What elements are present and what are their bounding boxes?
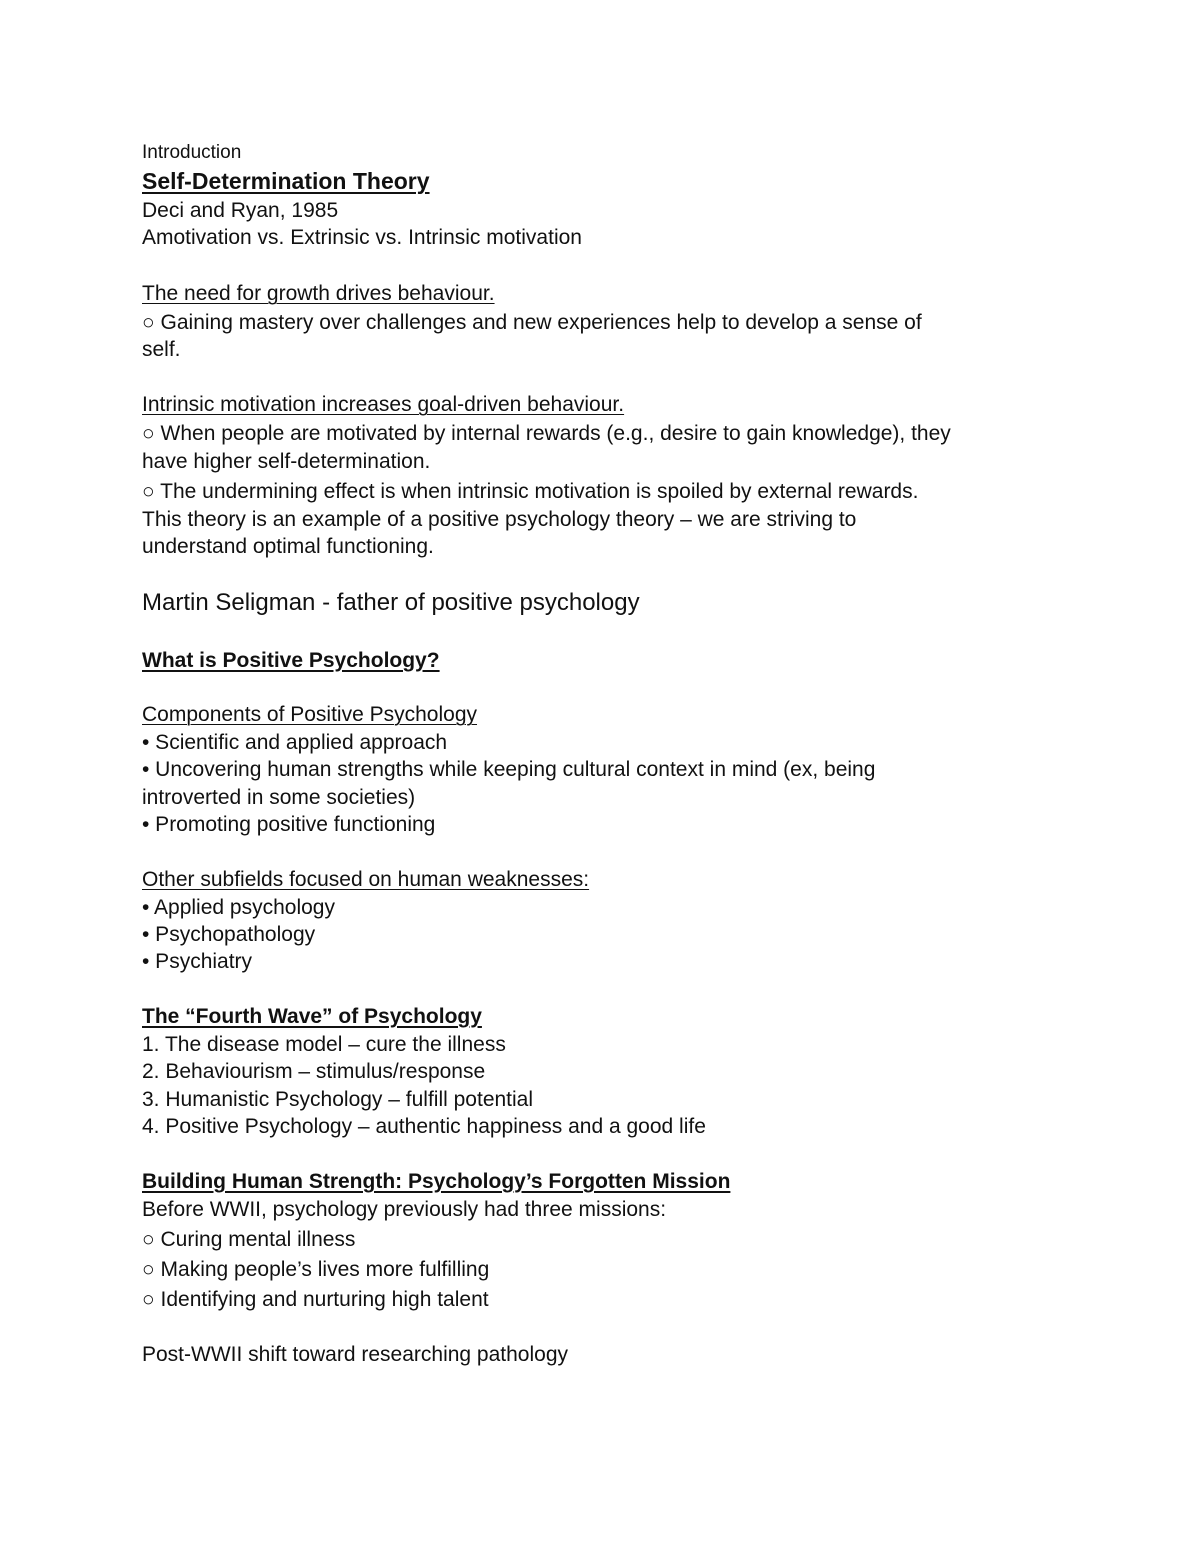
intro-label: Introduction <box>142 142 242 163</box>
intrinsic-note-line1: This theory is an example of a positive psychology theory – we are striving to <box>142 508 857 531</box>
mission-heading: Building Human Strength: Psychology’s Forgotten Mission <box>142 1170 731 1193</box>
subfields-heading: Other subfields focused on human weaknesses: <box>142 868 590 891</box>
components-item-1: • Scientific and applied approach <box>142 731 448 754</box>
components-item-3: • Promoting positive functioning <box>142 813 436 836</box>
subfields-item-1: • Applied psychology <box>142 896 335 919</box>
mission-item-1: ○ Curing mental illness <box>142 1228 356 1251</box>
citation-text: Deci and Ryan, 1985 <box>142 199 339 222</box>
growth-point-line1: ○ Gaining mastery over challenges and new experiences help to develop a sense of <box>142 311 922 334</box>
intrinsic-heading: Intrinsic motivation increases goal-driven behaviour. <box>142 393 625 416</box>
intrinsic-note-line2: understand optimal functioning. <box>142 535 434 558</box>
fourth-wave-item-2: 2. Behaviourism – stimulus/response <box>142 1060 486 1083</box>
components-item-2-line1: • Uncovering human strengths while keeping cultural context in mind (ex, being <box>142 758 876 781</box>
fourth-wave-heading: The “Fourth Wave” of Psychology <box>142 1005 482 1028</box>
fourth-wave-item-4: 4. Positive Psychology – authentic happiness and a good life <box>142 1115 706 1138</box>
mission-item-2: ○ Making people’s lives more fulfilling <box>142 1258 490 1281</box>
subfields-item-2: • Psychopathology <box>142 923 316 946</box>
fourth-wave-item-1: 1. The disease model – cure the illness <box>142 1033 506 1056</box>
mission-item-3: ○ Identifying and nurturing high talent <box>142 1288 489 1311</box>
fourth-wave-item-3: 3. Humanistic Psychology – fulfill potential <box>142 1088 534 1111</box>
seligman-title: Martin Seligman - father of positive psychology <box>142 589 640 616</box>
growth-point-line2: self. <box>142 338 181 361</box>
section-heading-sdt: Self-Determination Theory <box>142 168 430 194</box>
components-heading: Components of Positive Psychology <box>142 703 478 726</box>
components-item-2-line2: introverted in some societies) <box>142 786 416 809</box>
growth-heading: The need for growth drives behaviour. <box>142 282 495 305</box>
intrinsic-point1-line2: have higher self-determination. <box>142 450 431 473</box>
post-wwii-text: Post-WWII shift toward researching pathology <box>142 1343 569 1366</box>
intrinsic-point1-line1: ○ When people are motivated by internal rewards (e.g., desire to gain knowledge), they <box>142 422 951 445</box>
motivation-types-text: Amotivation vs. Extrinsic vs. Intrinsic motivation <box>142 226 582 249</box>
mission-intro: Before WWII, psychology previously had three missions: <box>142 1198 667 1221</box>
positive-psychology-heading: What is Positive Psychology? <box>142 649 440 672</box>
intrinsic-point2: ○ The undermining effect is when intrinsic motivation is spoiled by external rewards. <box>142 480 919 503</box>
subfields-item-3: • Psychiatry <box>142 950 253 973</box>
